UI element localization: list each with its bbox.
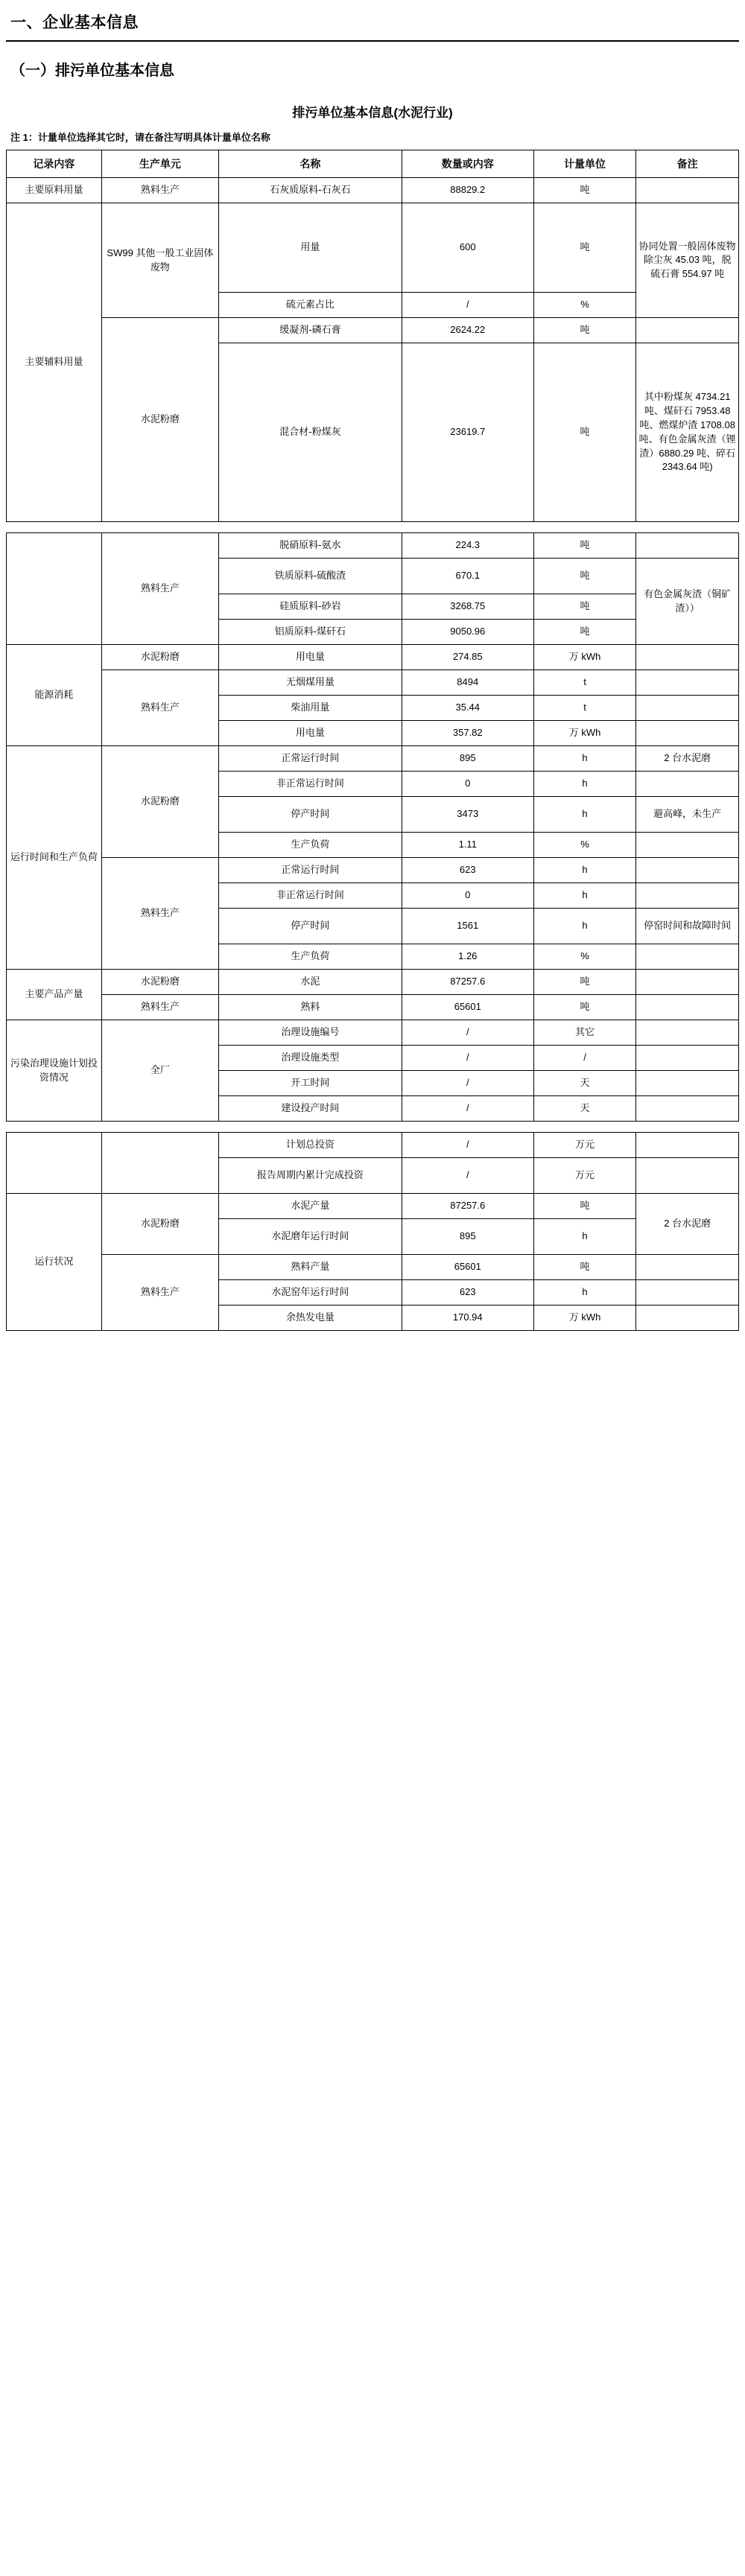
table-row — [7, 178, 739, 203]
cell-value: 1561 — [402, 909, 533, 944]
cell-remark — [636, 670, 739, 696]
cell-unit: 水泥粉磨 — [101, 645, 218, 670]
table-row — [7, 1255, 739, 1280]
cell-value: 8494 — [402, 670, 533, 696]
table-row — [7, 318, 739, 343]
cell-name: 余热发电量 — [219, 1306, 402, 1331]
table-row — [7, 1133, 739, 1158]
cell-value: 623 — [402, 1280, 533, 1306]
document-page — [0, 10, 745, 2576]
cell-remark — [636, 645, 739, 670]
table-row — [7, 995, 739, 1020]
cell-remark: 避高峰，未生产 — [636, 797, 739, 833]
cell-remark — [636, 970, 739, 995]
cell-value: 670.1 — [402, 559, 533, 594]
cell-value: 35.44 — [402, 696, 533, 721]
cell-value: / — [402, 1046, 533, 1071]
cell-name: 治理设施编号 — [219, 1020, 402, 1046]
col-uom: 计量单位 — [533, 150, 636, 178]
cell-value: / — [402, 1158, 533, 1194]
cell-remark — [636, 944, 739, 970]
cell-unit: 水泥粉磨 — [101, 318, 218, 522]
cell-name: 用电量 — [219, 721, 402, 746]
cell-uom: % — [533, 944, 636, 970]
cell-uom: 吨 — [533, 620, 636, 645]
cell-uom: 吨 — [533, 343, 636, 522]
cell-value: 224.3 — [402, 533, 533, 559]
cell-record: 主要产品产量 — [7, 970, 102, 1020]
cell-remark: 2 台水泥磨 — [636, 1194, 739, 1255]
cell-name: 建设投产时间 — [219, 1096, 402, 1122]
col-production-unit: 生产单元 — [101, 150, 218, 178]
cell-name: 铁质原料-硫酸渣 — [219, 559, 402, 594]
cell-remark: 协同处置一般固体废物除尘灰 45.03 吨，脱硫石膏 554.97 吨 — [636, 203, 739, 318]
cell-uom: h — [533, 772, 636, 797]
cell-remark — [636, 721, 739, 746]
table-gap — [6, 522, 739, 532]
cell-name: 水泥产量 — [219, 1194, 402, 1219]
basic-info-table-part3 — [6, 1132, 739, 1331]
cell-name: 熟料产量 — [219, 1255, 402, 1280]
table-row — [7, 1194, 739, 1219]
cell-uom: h — [533, 858, 636, 883]
table-header-row — [7, 150, 739, 178]
cell-record: 运行状况 — [7, 1194, 102, 1331]
basic-info-table-part1 — [6, 150, 739, 522]
cell-value: 65601 — [402, 1255, 533, 1280]
cell-name: 停产时间 — [219, 909, 402, 944]
cell-uom: h — [533, 1280, 636, 1306]
cell-remark — [636, 858, 739, 883]
cell-name: 混合材-粉煤灰 — [219, 343, 402, 522]
cell-unit: 熟料生产 — [101, 995, 218, 1020]
cell-name: 水泥窑年运行时间 — [219, 1280, 402, 1306]
cell-name: 石灰质原料-石灰石 — [219, 178, 402, 203]
table-title: 排污单位基本信息(水泥行业) — [292, 106, 453, 120]
cell-name: 硅质原料-砂岩 — [219, 594, 402, 620]
cell-value: 0 — [402, 772, 533, 797]
cell-uom: 万 kWh — [533, 721, 636, 746]
cell-record: 主要原料用量 — [7, 178, 102, 203]
cell-name: 生产负荷 — [219, 833, 402, 858]
cell-uom: h — [533, 746, 636, 772]
cell-name: 柴油用量 — [219, 696, 402, 721]
cell-unit: 熟料生产 — [101, 533, 218, 645]
table-row — [7, 858, 739, 883]
table-row — [7, 203, 739, 293]
cell-name: 熟料 — [219, 995, 402, 1020]
cell-remark: 2 台水泥磨 — [636, 746, 739, 772]
cell-uom: 其它 — [533, 1020, 636, 1046]
cell-value: 1.11 — [402, 833, 533, 858]
cell-remark — [636, 883, 739, 909]
cell-remark — [636, 318, 739, 343]
cell-value: / — [402, 1133, 533, 1158]
cell-value: 23619.7 — [402, 343, 533, 522]
cell-uom: 吨 — [533, 203, 636, 293]
cell-value: 87257.6 — [402, 970, 533, 995]
cell-uom: h — [533, 797, 636, 833]
cell-unit: 水泥粉磨 — [101, 970, 218, 995]
table-row — [7, 670, 739, 696]
cell-uom: 吨 — [533, 1255, 636, 1280]
cell-record: 能源消耗 — [7, 645, 102, 746]
cell-uom: 吨 — [533, 970, 636, 995]
col-remark: 备注 — [636, 150, 739, 178]
cell-remark — [636, 696, 739, 721]
table-row — [7, 645, 739, 670]
cell-record-empty — [7, 1133, 102, 1194]
cell-name: 非正常运行时间 — [219, 772, 402, 797]
cell-remark — [636, 995, 739, 1020]
cell-value: / — [402, 1071, 533, 1096]
cell-value: / — [402, 1096, 533, 1122]
cell-remark — [636, 1020, 739, 1046]
cell-uom: 万 kWh — [533, 1306, 636, 1331]
cell-unit: 熟料生产 — [101, 178, 218, 203]
cell-value: 2624.22 — [402, 318, 533, 343]
cell-record: 污染治理设施计划投资情况 — [7, 1020, 102, 1122]
cell-remark — [636, 772, 739, 797]
table-row — [7, 1020, 739, 1046]
cell-unit: 水泥粉磨 — [101, 746, 218, 858]
cell-value: 3268.75 — [402, 594, 533, 620]
cell-value: 87257.6 — [402, 1194, 533, 1219]
cell-remark — [636, 1158, 739, 1194]
cell-remark — [636, 833, 739, 858]
cell-name: 报告周期内累计完成投资 — [219, 1158, 402, 1194]
table-gap-2 — [6, 1122, 739, 1132]
cell-value: 3473 — [402, 797, 533, 833]
cell-name: 正常运行时间 — [219, 858, 402, 883]
page-title: 一、企业基本信息 — [10, 14, 139, 31]
cell-uom: 万元 — [533, 1158, 636, 1194]
cell-remark — [636, 1096, 739, 1122]
cell-remark — [636, 1306, 739, 1331]
cell-uom: 天 — [533, 1071, 636, 1096]
cell-uom: 吨 — [533, 178, 636, 203]
cell-uom: 万元 — [533, 1133, 636, 1158]
cell-value: 895 — [402, 746, 533, 772]
cell-remark — [636, 1046, 739, 1071]
cell-name: 铝质原料-煤矸石 — [219, 620, 402, 645]
cell-record-empty — [7, 533, 102, 645]
cell-name: 治理设施类型 — [219, 1046, 402, 1071]
cell-uom: % — [533, 833, 636, 858]
cell-value: 9050.96 — [402, 620, 533, 645]
table-row — [7, 970, 739, 995]
cell-uom: 吨 — [533, 1194, 636, 1219]
cell-name: 硫元素占比 — [219, 293, 402, 318]
cell-uom: 吨 — [533, 533, 636, 559]
cell-remark: 其中粉煤灰 4734.21 吨、煤矸石 7953.48 吨、燃煤炉渣 1708.08 吨、有色金属灰渣（锂渣）6880.29 吨、碎石 2343.64 吨) — [636, 343, 739, 522]
cell-value: 170.94 — [402, 1306, 533, 1331]
cell-value: 88829.2 — [402, 178, 533, 203]
cell-unit: 熟料生产 — [101, 670, 218, 746]
cell-name: 开工时间 — [219, 1071, 402, 1096]
cell-uom: h — [533, 909, 636, 944]
cell-uom: t — [533, 670, 636, 696]
cell-uom: 吨 — [533, 559, 636, 594]
cell-name: 停产时间 — [219, 797, 402, 833]
cell-value: 600 — [402, 203, 533, 293]
title-divider — [6, 40, 739, 42]
cell-name: 生产负荷 — [219, 944, 402, 970]
table-note: 注 1：计量单位选择其它时，请在备注写明具体计量单位名称 — [10, 132, 270, 143]
cell-remark — [636, 1280, 739, 1306]
cell-uom: 吨 — [533, 318, 636, 343]
cell-name: 水泥磨年运行时间 — [219, 1219, 402, 1255]
cell-remark: 有色金属灰渣（铜矿渣）） — [636, 559, 739, 645]
cell-remark — [636, 1133, 739, 1158]
cell-value: 65601 — [402, 995, 533, 1020]
cell-name: 无烟煤用量 — [219, 670, 402, 696]
col-value: 数量或内容 — [402, 150, 533, 178]
cell-value: / — [402, 1020, 533, 1046]
cell-remark — [636, 1071, 739, 1096]
cell-remark — [636, 1255, 739, 1280]
cell-name: 用电量 — [219, 645, 402, 670]
cell-unit: 全厂 — [101, 1020, 218, 1122]
cell-uom: / — [533, 1046, 636, 1071]
cell-uom: 万 kWh — [533, 645, 636, 670]
cell-value: / — [402, 293, 533, 318]
cell-name: 缓凝剂-磷石膏 — [219, 318, 402, 343]
cell-name: 水泥 — [219, 970, 402, 995]
cell-unit: 熟料生产 — [101, 858, 218, 970]
basic-info-table-part2 — [6, 532, 739, 1122]
cell-remark — [636, 178, 739, 203]
table-row — [7, 746, 739, 772]
cell-record: 主要辅料用量 — [7, 203, 102, 522]
cell-unit: SW99 其他一般工业固体废物 — [101, 203, 218, 318]
subsection-title: （一）排污单位基本信息 — [10, 63, 174, 79]
cell-unit-empty — [101, 1133, 218, 1194]
cell-unit: 水泥粉磨 — [101, 1194, 218, 1255]
cell-value: 623 — [402, 858, 533, 883]
cell-uom: 天 — [533, 1096, 636, 1122]
cell-value: 895 — [402, 1219, 533, 1255]
cell-name: 计划总投资 — [219, 1133, 402, 1158]
cell-uom: 吨 — [533, 995, 636, 1020]
cell-record: 运行时间和生产负荷 — [7, 746, 102, 970]
cell-remark — [636, 533, 739, 559]
cell-value: 357.82 — [402, 721, 533, 746]
cell-name: 用量 — [219, 203, 402, 293]
col-name: 名称 — [219, 150, 402, 178]
col-record-content: 记录内容 — [7, 150, 102, 178]
cell-uom: 吨 — [533, 594, 636, 620]
cell-name: 脱硝原料-氨水 — [219, 533, 402, 559]
cell-name: 正常运行时间 — [219, 746, 402, 772]
cell-uom: h — [533, 883, 636, 909]
cell-value: 0 — [402, 883, 533, 909]
cell-value: 1.26 — [402, 944, 533, 970]
cell-unit: 熟料生产 — [101, 1255, 218, 1331]
cell-name: 非正常运行时间 — [219, 883, 402, 909]
cell-uom: % — [533, 293, 636, 318]
cell-remark: 停窑时间和故障时间 — [636, 909, 739, 944]
cell-uom: h — [533, 1219, 636, 1255]
cell-value: 274.85 — [402, 645, 533, 670]
cell-uom: t — [533, 696, 636, 721]
table-row — [7, 533, 739, 559]
